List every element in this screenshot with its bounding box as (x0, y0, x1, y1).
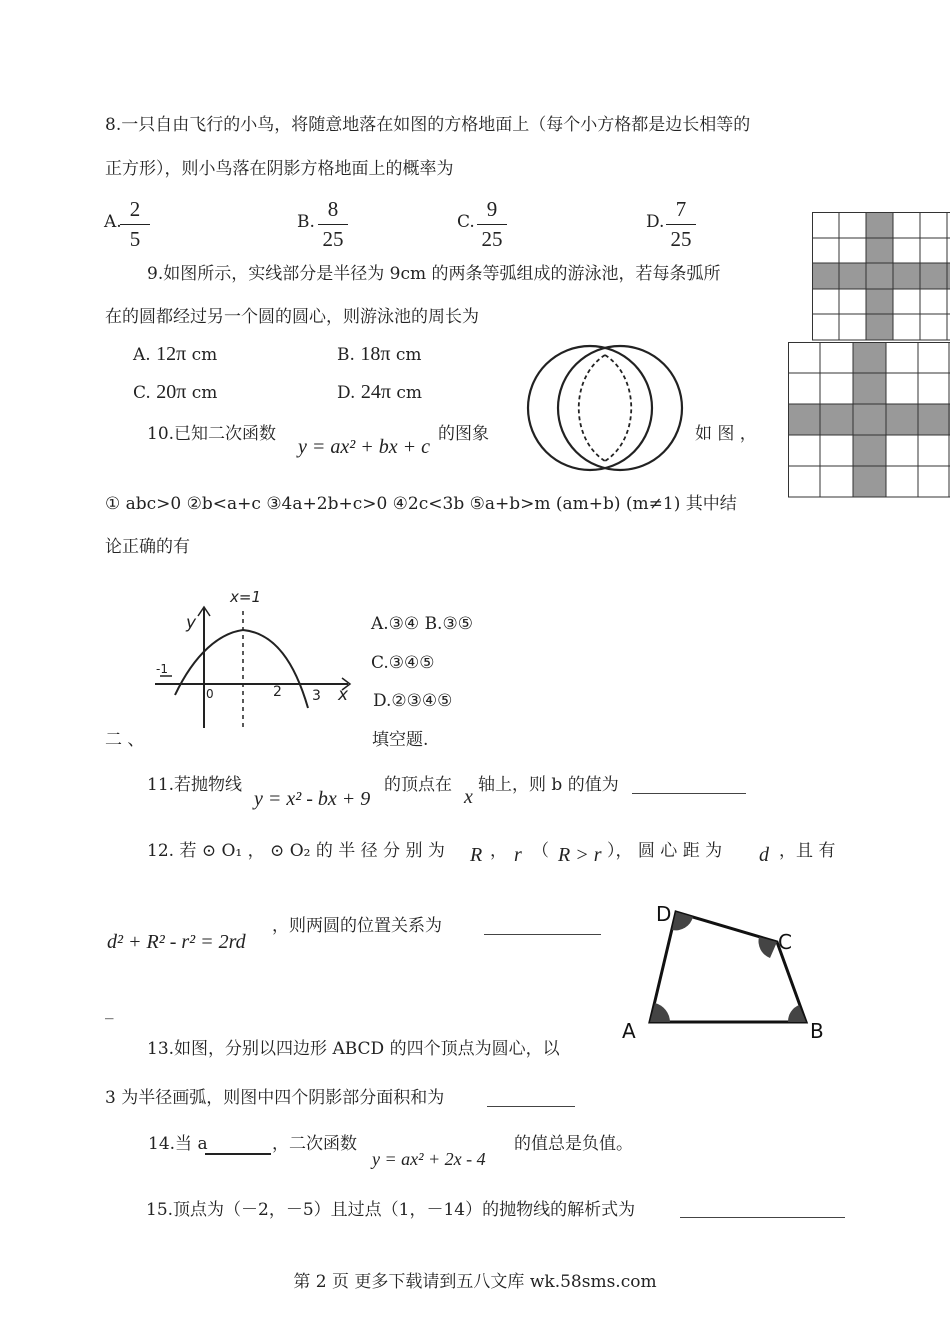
label-B: B (810, 1019, 824, 1043)
q11-answer-blank[interactable] (632, 779, 746, 794)
grid-shade-row (812, 263, 950, 289)
q8-option-b-fraction: $\frac{8}{25}$ (318, 197, 348, 252)
q9-line1: 9.如图所示，实线部分是半径为 9cm 的两条等弧组成的游泳池，若每条弧所 (147, 264, 721, 284)
q10-statements: ① abc>0 ②b<a+c ③4a+2b+c>0 ④2c<3b ⑤a+b>m (am+b) (m≠1) 其中结 (105, 494, 737, 514)
q9-option-a: A. 12π cm (133, 343, 218, 365)
section2-number: 二 、 (105, 730, 145, 750)
q10-option-c: C.③④⑤ (371, 653, 435, 673)
q9-option-c: C. 20π cm (133, 381, 218, 403)
q8-option-d-fraction: $\frac{7}{25}$ (666, 197, 696, 252)
q10-formula: y = ax² + bx + c (298, 436, 430, 458)
q11-mid: 的顶点在 (384, 775, 452, 795)
q11-suffix: 轴上，则 b 的值为 (478, 775, 619, 795)
label-y: y (186, 613, 197, 633)
q8-line2: 正方形），则小鸟落在阴影方格地面上的概率为 (105, 159, 454, 179)
q9-option-d: D. 24π cm (337, 381, 423, 403)
label-3: 3 (312, 688, 321, 704)
q10-line3: 论正确的有 (105, 537, 190, 557)
q14-formula: y = ax² + 2x - 4 (372, 1149, 486, 1169)
q8-option-c-label: C. (457, 212, 475, 232)
grid-figure-small (812, 212, 950, 342)
label-0: 0 (206, 687, 214, 701)
q12-condition: R > r (558, 844, 602, 866)
q12-answer-blank[interactable] (484, 920, 601, 935)
label-D: D (656, 902, 672, 926)
q15-answer-blank[interactable] (680, 1203, 845, 1218)
q14-suffix: 的值总是负值。 (514, 1134, 633, 1154)
q13-line2: 3 为半径画弧，则图中四个阴影部分面积和为 (105, 1088, 445, 1108)
pool-circles-figure (512, 347, 702, 473)
label-C: C (778, 930, 792, 954)
q10-prefix: 10.已知二次函数 (147, 424, 277, 444)
quadrilateral-figure (618, 900, 838, 1050)
q14-answer-blank[interactable] (205, 1139, 271, 1155)
grid-figure-large (788, 342, 950, 498)
q10-suffix: 的图象 (438, 424, 489, 444)
section2-title: 填空题. (372, 730, 429, 750)
q10-option-d: D.②③④⑤ (373, 691, 453, 711)
q10-tail: 如 图 ， (695, 424, 757, 444)
q9-line2: 在的圆都经过另一个圆的圆心，则游泳池的周长为 (105, 307, 479, 327)
page-footer: 第 2 页 更多下载请到五八文库 wk.58sms.com (293, 1272, 657, 1292)
q14-mid: ，二次函数 (272, 1134, 357, 1154)
label-A: A (622, 1019, 636, 1043)
label-neg1: -1 (156, 662, 168, 676)
label-2: 2 (273, 684, 282, 700)
parabola-graph (150, 583, 360, 733)
q8-option-b-label: B. (297, 212, 315, 232)
q12-formula: d² + R² - r² = 2rd (107, 931, 246, 953)
q12-comma: ， (490, 841, 507, 861)
q12-suffix: ，则两圆的位置关系为 (272, 916, 442, 936)
grid-shade-row (788, 404, 950, 435)
q8-option-a-fraction: $\frac{2}{5}$ (120, 197, 150, 252)
label-x: x (338, 685, 349, 705)
q13-line1: 13.如图，分别以四边形 ABCD 的四个顶点为圆心，以 (147, 1039, 560, 1059)
q13-answer-blank[interactable] (487, 1092, 575, 1107)
q11-prefix: 11.若抛物线 (147, 775, 243, 795)
q12-stray-mark: _ (105, 1000, 114, 1020)
q8-option-a-label: A. (104, 212, 122, 232)
q9-option-b: B. 18π cm (337, 343, 422, 365)
q12-end: ，且 有 (779, 841, 836, 861)
q12-close: ）， 圆 心 距 为 (607, 841, 723, 861)
parabola-curve (175, 630, 308, 708)
q11-formula: y = x² - bx + 9 (254, 788, 371, 810)
q12-d: d (759, 844, 769, 866)
q12-R: R (470, 844, 483, 866)
q12-r: r (514, 844, 522, 866)
q11-var: x (464, 786, 473, 808)
q12-text: 12. 若 ⊙ O₁ ， ⊙ O₂ 的 半 径 分 别 为 (147, 841, 445, 861)
q15-text: 15.顶点为（－2，－5）且过点（1，－14）的抛物线的解析式为 (146, 1200, 636, 1220)
q10-options-ab: A.③④ B.③⑤ (371, 614, 473, 634)
q8-option-c-fraction: $\frac{9}{25}$ (477, 197, 507, 252)
q8-line1: 8.一只自由飞行的小鸟，将随意地落在如图的方格地面上（每个小方格都是边长相等的 (105, 115, 751, 135)
label-x-eq-1: x=1 (230, 588, 261, 606)
q12-open: （ (532, 841, 549, 861)
q8-option-d-label: D. (646, 212, 665, 232)
q14-prefix: 14.当 a (148, 1134, 208, 1154)
